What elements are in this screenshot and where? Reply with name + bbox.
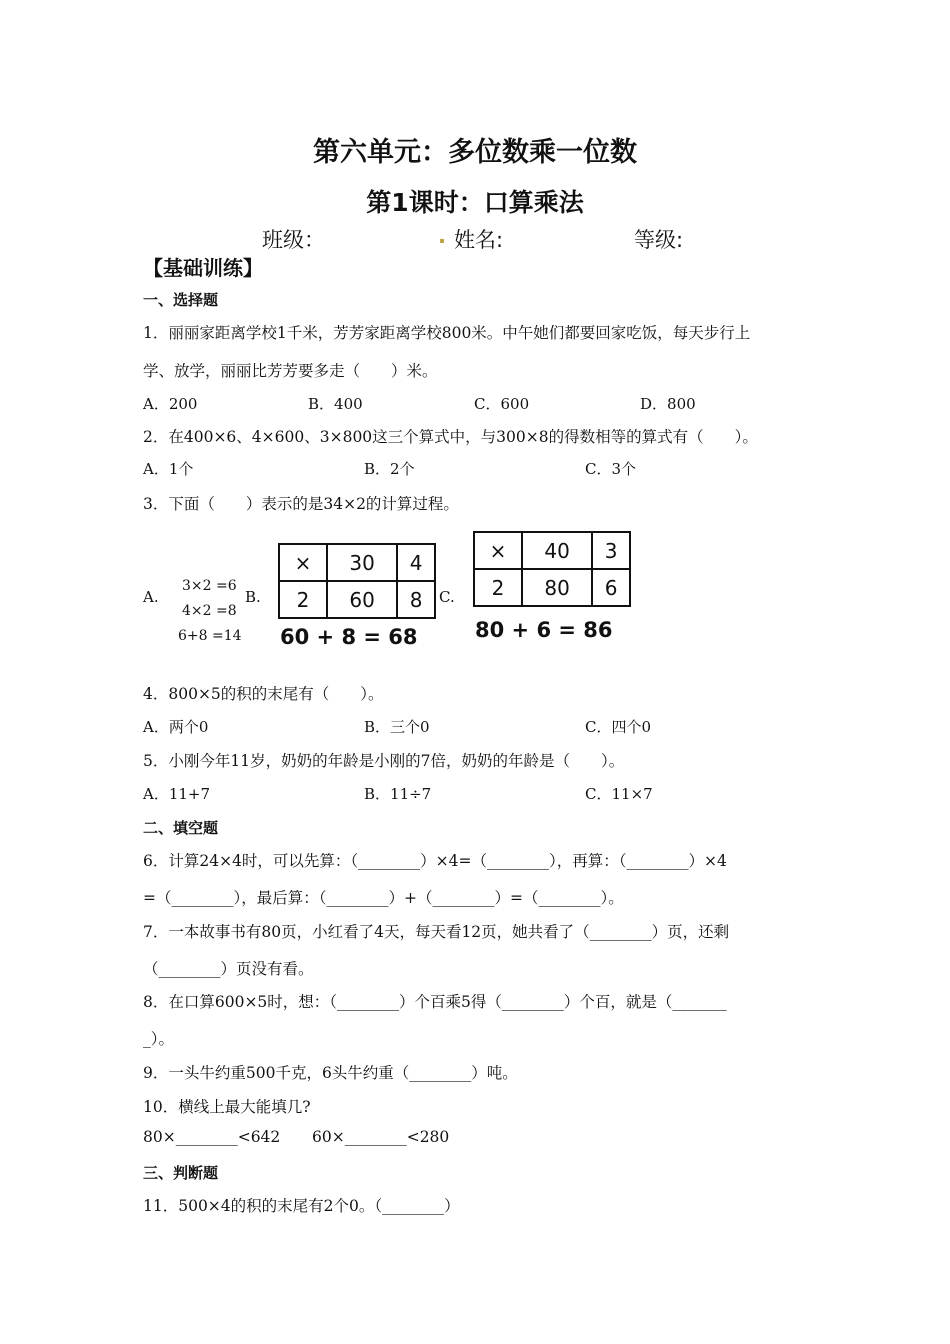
q3-label-b: B. <box>245 588 261 606</box>
q3-b-cell: 2 <box>279 581 327 618</box>
question-8-line1: 8．在口算600×5时，想：（________）个百乘5得（________）个百，就是（_______ <box>143 993 727 1011</box>
question-3: 3．下面（ ）表示的是34×2的计算过程。 <box>143 495 459 513</box>
q3-label-c: C. <box>439 588 455 606</box>
q3-c-cell: × <box>474 532 522 569</box>
q3-c-grid <box>473 531 631 607</box>
question-7-line1: 7．一本故事书有80页，小红看了4天，每天看12页，她共看了（________）页，还剩 <box>143 923 730 941</box>
q3-c-cell: 3 <box>592 532 630 569</box>
name-label: 姓名: <box>454 228 504 252</box>
q1-option-a: A．200 <box>143 395 198 413</box>
q3-c-cell: 40 <box>522 532 592 569</box>
q2-option-b: B．2个 <box>364 460 415 478</box>
q3-b-grid <box>278 543 436 619</box>
q3-a-step2: 4×2 =8 <box>182 603 237 619</box>
question-9: 9．一头牛约重500千克，6头牛约重（________）吨。 <box>143 1064 518 1082</box>
question-10: 10．横线上最大能填几? <box>143 1098 311 1116</box>
question-6-line1: 6．计算24×4时，可以先算：（________）×4=（________），再算：（________）×4 <box>143 852 727 870</box>
q4-option-c: C．四个0 <box>585 718 652 736</box>
q3-c-cell: 80 <box>522 569 592 606</box>
q1-option-c: C．600 <box>474 395 530 413</box>
question-5: 5．小刚今年11岁，奶奶的年龄是小刚的7倍，奶奶的年龄是（ ）。 <box>143 752 625 770</box>
q3-c-equation: 80 + 6 = 86 <box>475 618 613 642</box>
q4-option-a: A．两个0 <box>143 718 209 736</box>
page-title: 第六单元：多位数乘一位数 <box>313 137 637 168</box>
section-heading-fill: 二、填空题 <box>143 819 219 837</box>
q1-option-b: B．400 <box>308 395 363 413</box>
question-1-line2: 学、放学，丽丽比芳芳要多走（ ）米。 <box>143 362 438 380</box>
separator-dot: . <box>438 224 446 248</box>
q3-a-step3: 6+8 =14 <box>178 628 242 644</box>
q3-label-a: A. <box>143 588 159 606</box>
section-heading-judge: 三、判断题 <box>143 1164 219 1182</box>
q3-a-step1: 3×2 =6 <box>182 578 237 594</box>
question-2: 2．在400×6、4×600、3×800这三个算式中，与300×8的得数相等的算式有（ ）。 <box>143 428 758 446</box>
question-11: 11．500×4的积的末尾有2个0。（________） <box>143 1197 460 1215</box>
q2-option-a: A．1个 <box>143 460 194 478</box>
q10-expression-2: 60×________<280 <box>312 1128 450 1146</box>
q3-c-cell: 6 <box>592 569 630 606</box>
question-4: 4．800×5的积的末尾有（ ）。 <box>143 685 384 703</box>
grade-label: 等级: <box>634 228 684 252</box>
class-label: 班级： <box>262 228 325 252</box>
q3-b-cell: 30 <box>327 544 397 581</box>
lesson-title: 第1课时：口算乘法 <box>366 188 584 217</box>
section-basic-training: 【基础训练】 <box>143 256 263 280</box>
q4-option-b: B．三个0 <box>364 718 430 736</box>
q5-option-c: C．11×7 <box>585 785 653 803</box>
question-7-line2: （________）页没有看。 <box>143 960 314 978</box>
section-heading-choice: 一、选择题 <box>143 291 219 309</box>
q10-expression-1: 80×________<642 <box>143 1128 281 1146</box>
q5-option-a: A．11+7 <box>143 785 211 803</box>
q3-c-cell: 2 <box>474 569 522 606</box>
question-1-line1: 1．丽丽家距离学校1千米，芳芳家距离学校800米。中午她们都要回家吃饭，每天步行上 <box>143 324 751 342</box>
q3-b-cell: × <box>279 544 327 581</box>
q3-b-cell: 60 <box>327 581 397 618</box>
q3-b-cell: 8 <box>397 581 435 618</box>
question-6-line2: =（________），最后算：（________）+（________）=（________）。 <box>143 889 624 907</box>
q5-option-b: B．11÷7 <box>364 785 432 803</box>
q1-option-d: D．800 <box>640 395 696 413</box>
q3-b-cell: 4 <box>397 544 435 581</box>
question-8-line2: _）。 <box>143 1030 175 1048</box>
q3-b-equation: 60 + 8 = 68 <box>280 625 418 649</box>
q2-option-c: C．3个 <box>585 460 637 478</box>
